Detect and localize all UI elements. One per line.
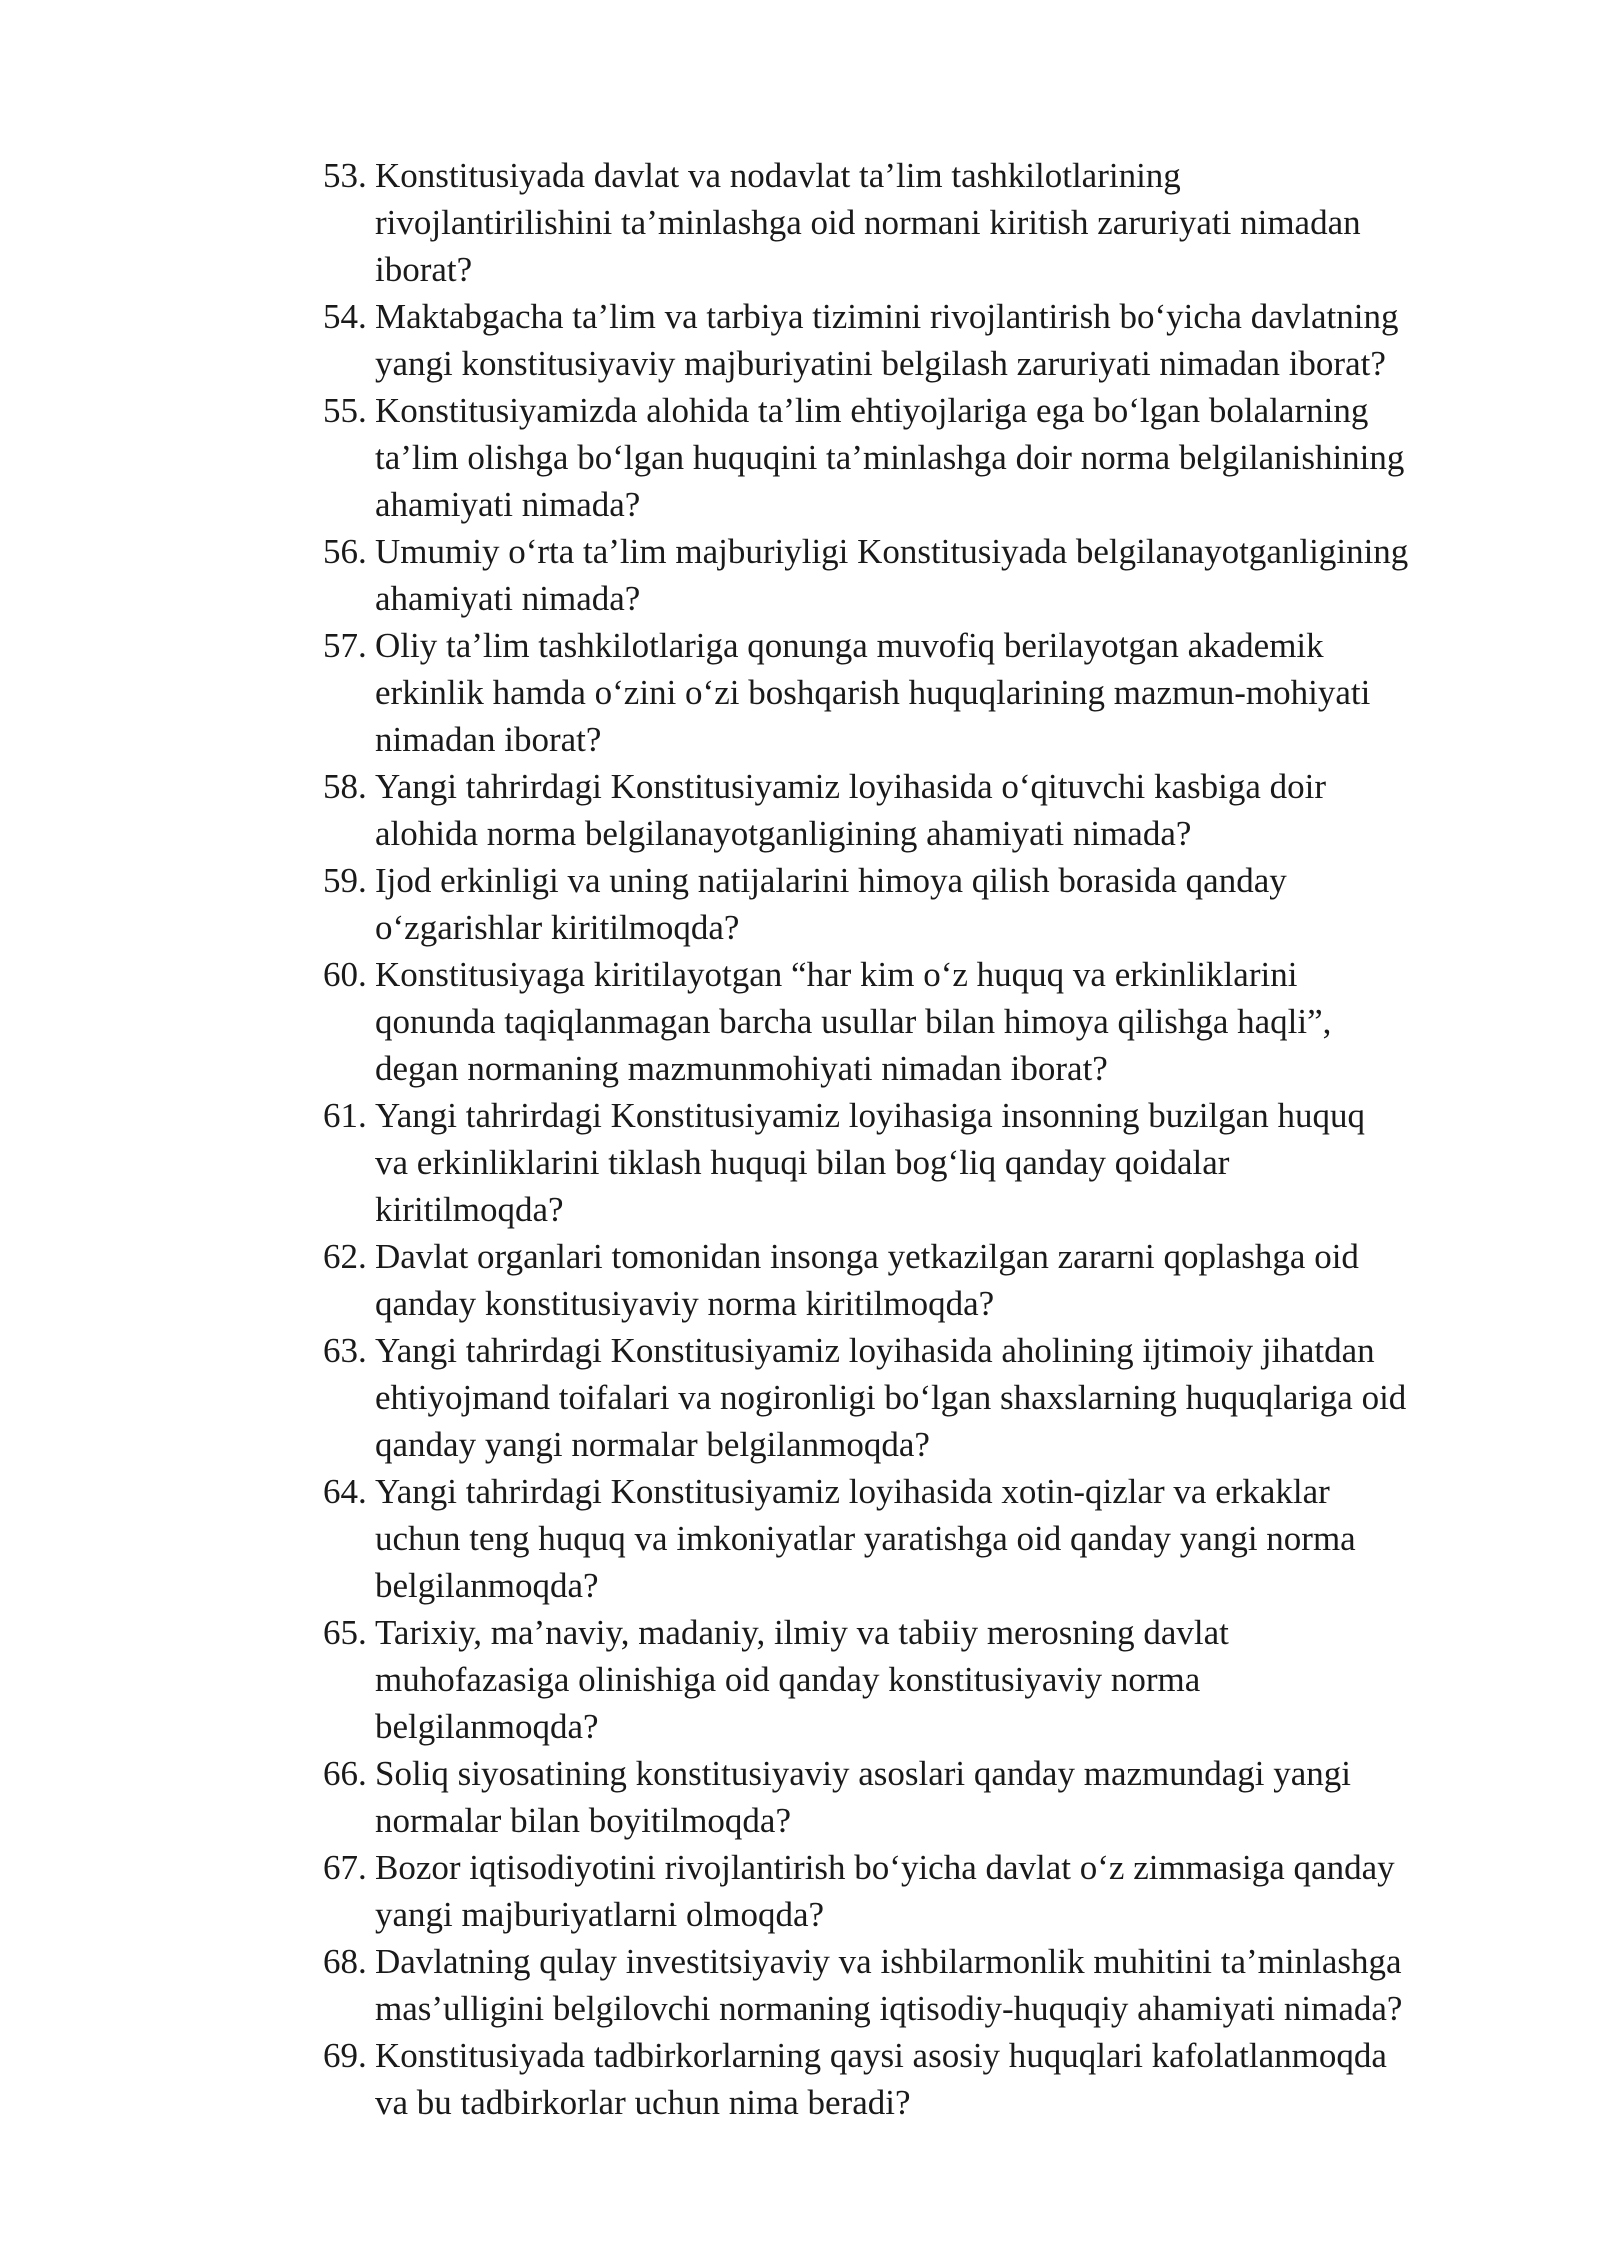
question-text: Oliy ta’lim tashkilotlariga qonunga muvofiq berilayotgan akademik erkinlik hamda o‘zini o‘zi boshqarish huquqlarining mazmun-mohiyati nimadan iborat?: [375, 626, 1371, 759]
question-item: [323, 622, 1508, 763]
question-number: 65.: [323, 1613, 367, 1652]
question-text: Soliq siyosatining konstitusiyaviy asoslari qanday mazmundagi yangi normalar bilan boyitilmoqda?: [375, 1754, 1352, 1840]
question-item: [323, 763, 1508, 857]
question-item: [323, 1092, 1508, 1233]
question-item: [323, 2032, 1508, 2126]
question-item: [323, 951, 1508, 1092]
question-number: 60.: [323, 955, 367, 994]
question-text: Davlatning qulay investitsiyaviy va ishbilarmonlik muhitini ta’minlashga mas’ulligini belgilovchi normaning iqtisodiy-huquqiy ahamiyati nimada?: [375, 1942, 1403, 2028]
question-item: [323, 1609, 1508, 1750]
question-text: Konstitusiyada tadbirkorlarning qaysi asosiy huquqlari kafolatlanmoqda va bu tadbirkorlar uchun nima beradi?: [375, 2036, 1387, 2122]
question-list: [323, 152, 1508, 2126]
question-number: 56.: [323, 532, 367, 571]
question-text: Konstitusiyaga kiritilayotgan “har kim o‘z huquq va erkinliklarini qonunda taqiqlanmagan barcha usullar bilan himoya qilishga haqli”, degan normaning mazmunmohiyati nimadan iborat?: [375, 955, 1332, 1088]
question-item: [323, 1233, 1508, 1327]
question-text: Maktabgacha ta’lim va tarbiya tizimini rivojlantirish bo‘yicha davlatning yangi konstitusiyaviy majburiyatini belgilash zaruriyati nimadan iborat?: [375, 297, 1399, 383]
question-item: [323, 1750, 1508, 1844]
question-number: 67.: [323, 1848, 367, 1887]
question-text: Yangi tahrirdagi Konstitusiyamiz loyihasida aholining ijtimoiy jihatdan ehtiyojmand toifalari va nogironligi bo‘lgan shaxslarning huquqlariga oid qanday yangi normalar belgilanmoqda?: [375, 1331, 1407, 1464]
question-number: 53.: [323, 156, 367, 195]
question-number: 55.: [323, 391, 367, 430]
question-item: [323, 293, 1508, 387]
question-text: Tarixiy, ma’naviy, madaniy, ilmiy va tabiiy merosning davlat muhofazasiga olinishiga oid qanday konstitusiyaviy norma belgilanmoqda?: [375, 1613, 1229, 1746]
question-number: 59.: [323, 861, 367, 900]
question-item: [323, 1938, 1508, 2032]
question-item: [323, 1327, 1508, 1468]
question-item: [323, 857, 1508, 951]
question-number: 58.: [323, 767, 367, 806]
question-number: 64.: [323, 1472, 367, 1511]
question-text: Umumiy o‘rta ta’lim majburiyligi Konstitusiyada belgilanayotganligining ahamiyati nimada?: [375, 532, 1409, 618]
question-number: 63.: [323, 1331, 367, 1370]
question-text: Yangi tahrirdagi Konstitusiyamiz loyihasida xotin-qizlar va erkaklar uchun teng huquq va imkoniyatlar yaratishga oid qanday yangi norma belgilanmoqda?: [375, 1472, 1356, 1605]
question-item: [323, 1468, 1508, 1609]
question-text: Yangi tahrirdagi Konstitusiyamiz loyihasida o‘qituvchi kasbiga doir alohida norma belgilanayotganligining ahamiyati nimada?: [375, 767, 1327, 853]
question-number: 69.: [323, 2036, 367, 2075]
question-number: 54.: [323, 297, 367, 336]
question-number: 57.: [323, 626, 367, 665]
question-text: Yangi tahrirdagi Konstitusiyamiz loyihasiga insonning buzilgan huquq va erkinliklarini tiklash huquqi bilan bog‘liq qanday qoidalar kiritilmoqda?: [375, 1096, 1365, 1229]
question-text: Bozor iqtisodiyotini rivojlantirish bo‘yicha davlat o‘z zimmasiga qanday yangi majburiyatlarni olmoqda?: [375, 1848, 1395, 1934]
question-text: Davlat organlari tomonidan insonga yetkazilgan zararni qoplashga oid qanday konstitusiyaviy norma kiritilmoqda?: [375, 1237, 1359, 1323]
question-item: [323, 387, 1508, 528]
question-number: 61.: [323, 1096, 367, 1135]
question-item: [323, 528, 1508, 622]
question-text: Ijod erkinligi va uning natijalarini himoya qilish borasida qanday o‘zgarishlar kiritilmoqda?: [375, 861, 1287, 947]
question-number: 66.: [323, 1754, 367, 1793]
question-text: Konstitusiyamizda alohida ta’lim ehtiyojlariga ega bo‘lgan bolalarning ta’lim olishga bo‘lgan huquqini ta’minlashga doir norma belgilanishining ahamiyati nimada?: [375, 391, 1405, 524]
question-item: [323, 152, 1508, 293]
question-number: 62.: [323, 1237, 367, 1276]
question-number: 68.: [323, 1942, 367, 1981]
question-item: [323, 1844, 1508, 1938]
question-text: Konstitusiyada davlat va nodavlat ta’lim tashkilotlarining rivojlantirilishini ta’minlashga oid normani kiritish zaruriyati nimadan iborat?: [375, 156, 1361, 289]
